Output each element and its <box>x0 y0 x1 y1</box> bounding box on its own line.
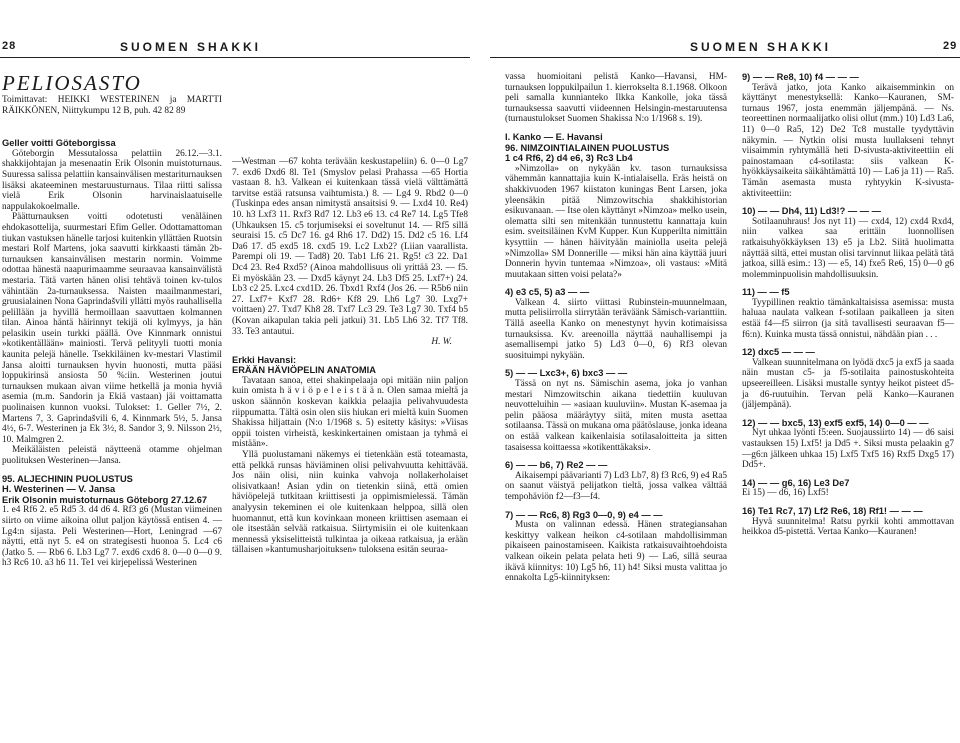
paragraph: Tyypillinen reaktio tämänkaltaisissa asemissa: musta haluaa naulata valkean f-sotilaan paikalleen ja siten estää f4—f5 siirron (ja sitä tavallisesti seuraavan f5—f6:n). Kuinka musta tässä onnistui, nähdään pian . . . <box>742 297 954 340</box>
spacer <box>742 340 954 347</box>
paragraph: H. W. <box>431 337 452 348</box>
paragraph: Sotilaanuhraus! Jos nyt 11) — cxd4, 12) cxd4 Rxd4, niin valkea saa erittäin luonnollisen ratkaisuhyökkäyksen 13) e5 ja Lb2. Siitä huolimatta näyttää siltä, ettei mustan olisi tarvinnut liikaa pelätä tätä jatkoa, sillä esim.: 13) — e5, 14) fxe5 Re6, 15) 0—0 g6 molemminpuolisin mahdollisuuksin. <box>742 216 954 280</box>
spacer <box>742 280 954 287</box>
page-number-left: 28 <box>2 40 17 52</box>
right-column-2 <box>742 72 954 538</box>
spacer <box>2 467 222 474</box>
column-heading: I. Kanko — E. Havansi <box>505 131 603 142</box>
spacer <box>505 503 727 510</box>
column-heading: Geller voitti Göteborgissa <box>2 138 116 149</box>
column-heading: H. Westerinen — V. Jansa <box>2 484 116 495</box>
header-rule-left <box>0 57 470 58</box>
paragraph: 1. e4 Rf6 2. e5 Rd5 3. d4 d6 4. Rf3 g6 (Mustan viimeinen siirto on viime aikoina ollut paljon käytössä entisen 4. — Lg4:n sijasta. Peli Westerinen—Hort, Leningrad —67 näytti, että nyt 5. e4 on strategisesti huonoa 5. Lc4 c6 (Jatko 5. — Rb6 6. Lb3 Lg7 7. exd6 cxd6 8. 0—0 0—0 9. h3 Rc6 10. a3 h6 11. Te1 vei kirjepelissä Westerinen <box>2 505 222 569</box>
paragraph: —Westman —67 kohta terävään keskustapeliin) 6. 0—0 Lg7 7. exd6 Dxd6 8l. Te1 (Smyslov pelasi Prahassa —65 Hortia vastaan 8. h3. Valkean ei kuitenkaan tässä vielä välttämättä tarvitse estää ratsunsa vaihtumista.) 8. — Lg4 9. Rbd2 0—0 (Tuskinpa edes ansan nimitystä ansaitsisi 9. — Lxd4 10. Re4) 10. h3 Lxf3 11. Rxf3 Rd7 12. Lb3 e6 13. c4 Re7 14. Lg5 Tfe8 (Uhkauksen 15. c5 torjumiseksi ei soveltunut 14. — Rf5 sillä seuraisi 15. c5 Dc7 16. g4 Rh6 17. Dd2) 15. Dd2 c5 16. Lf4 Da6 17. d5 exd5 18. cxd5 19. Lc2 Lxb2? (Liian vaarallista. Parempi oli 19. — Tad8) 20. Tab1 Lf6 21. Rg5! c3 22. Da1 Dc4 23. Re4 Rxd5? (Ainoa mahdollisuus oli yrittää 23. — f5. Ei myöskään 23. — Dxd5 käynyt 24. Lb3 Df5 25. Lxf7+) 24. Lb3 c2 25. Lxc4 cxd1D. 26. Tbxd1 Rxf4 (Jos 26. — R5b6 niin 27. Lxf7+ Kxf7 28. Rd6+ Kf8 29. Lh6 Lg7 30. Lxg7+ voittaen) 27. Txd7 Kh8 28. Txf7 Lc3 29. Te3 Lg7 30. Txf4 b5 (Kovan aikapulan takia peli jatkui) 31. Lb5 Lh6 32. Tf7 Tf8. 33. Te3 antautui. <box>232 157 468 337</box>
spacer <box>232 348 468 355</box>
paragraph: Yllä puolustamani näkemys ei tietenkään estä toteamasta, että pelkkä runsas häviäminen olisi pelivahvuutta kehittävää. Jos näin olisi, niin kuinka vahvoja nollakerholaiset olisivatkaan! Asian ydin on tietenkin siinä, että omien häviöpelejä tutkitaan kriittisesti ja oppimismielessä. Tämän analyysin tekeminen ei ole kuitenkaan helppoa, sillä olen huomannut, että kun kovinkaan moneen kriittisen asemaan ei ole itsestään selvää ratkaisua. Siirtymisiin ei ole kuitenkaan mennessä yksiselitteistä tulkintaa ja oikeaa ratkaisua, ja erään tällaisen »kantumusharjoituksen» tuloksena esitän seuraa- <box>232 450 468 556</box>
column-heading: 12) dxc5 — — — <box>742 347 815 358</box>
paragraph: Valkean 4. siirto viittasi Rubinstein-muunnelmaan, mutta pelisiirrolla siirrytään teräväänk Sämisch-varianttiin. Tällä aseella Kanko on menestynyt hyvin kotimaisissa turnauksissa. Kv. areenoilla näyttää nauhallisempi ja asemallisempi jatko 5) Ld3 0—0, 6) Rf3 olevan suosituimpi nykyään. <box>505 297 727 361</box>
spacer <box>742 471 954 478</box>
paragraph: vassa huomioitani pelistä Kanko—Havansi, HM-turnauksen loppukilpailun 1. kierrokselta 8.1.1968. Olkoon peli samalla kunnianteko Ilkka Kankolle, joka tässä turnauksessa saavutti viideennen Helsingin-mestaruutensa (turnaustulokset Suomen Shakissa N:o 1/1968 s. 19). <box>505 72 727 125</box>
spacer <box>505 453 727 460</box>
left-column-2 <box>232 157 468 556</box>
column-heading: 1 c4 Rf6, 2) d4 e6, 3) Rc3 Lb4 <box>505 153 633 164</box>
spacer <box>505 280 727 287</box>
paragraph: Meikäläisten peleistä näytteenä otamme ohjelman puolituksen Westerinen—Jansa. <box>2 445 222 466</box>
column-heading: Erik Olsonin muistoturnaus Göteborg 27.12.67 <box>2 494 208 505</box>
paragraph: Göteborgin Messutalossa pelattiin 26.12.—3.1. shakkijohtajan ja mesenaatin Erik Olsonin muistoturnaus. Suuressa salissa pelattiin kansainvälisen mestariturnauksen lisäksi akateeminen mestaruusturnaus. Tilaa riitti salissa vielä Erik Olsonin harvinaislaatuiselle nappulakokoelmalle. <box>2 148 222 212</box>
editors-line: Toimittavat: HEIKKI WESTERINEN ja MARTTI RÄIKKÖNEN, Niittykumpu 12 B, puh. 42 82 89 <box>2 95 222 116</box>
right-page <box>480 0 960 743</box>
column-heading: 16) Te1 Rc7, 17) Lf2 Re6, 18) Rf1! — — — <box>742 505 923 516</box>
spacer <box>505 125 727 132</box>
column-heading: 14) — — g6, 16) Le3 De7 <box>742 477 850 488</box>
section-title: PELIOSASTO <box>2 71 142 95</box>
paragraph: Hyvä suunnitelma! Ratsu pyrkii kohti ammottavan heikkoa d5-pistettä. Vertaa Kanko—Kauranen! <box>742 516 954 538</box>
spacer <box>742 411 954 418</box>
column-heading: 12) — — bxc5, 13) exf5 exf5, 14) 0—0 — — <box>742 417 929 428</box>
column-heading: ERÄÄN HÄVIÖPELIN ANATOMIA <box>232 365 376 376</box>
column-heading: 96. NIMZOINTIALAINEN PUOLUSTUS <box>505 142 670 153</box>
running-head-right: SUOMEN SHAKKI <box>690 40 832 54</box>
left-column-1 <box>2 138 222 569</box>
column-heading: 10) — — Dh4, 11) Ld3!? — — — <box>742 206 881 217</box>
paragraph: Tavataan sanoa, ettei shakinpelaaja opi mitään niin paljon kuin omista h ä v i ö p e l e i s t ä ä n. Olen samaa mieltä ja uskon säännön koskevan kaikkia pelaajia pelivahvuudesta riippumatta. Tältä osin olen siis hiukan eri mieltä kuin Suomen Shakissa hiljattain (N:o 1/1968 s. 5) esitetty käsitys: »Viisas oppii toisten virheistä, keskinkertainen omistaan ja tyhmä ei mistään». <box>232 375 468 450</box>
column-heading: 6) — — b6, 7) Re2 — — <box>505 460 608 471</box>
spacer <box>742 499 954 506</box>
paragraph: Aikaisempi päävarianti 7) Ld3 Lb7, 8) f3 Rc6, 9) e4 Ra5 on saanut väistyä pelijatkon tieltä, jossa valkea välttää tempohäviön f2—f3—f4. <box>505 470 727 502</box>
spacer <box>742 199 954 206</box>
column-heading: Erkki Havansi: <box>232 354 297 365</box>
paragraph: Päätturnauksen voitti odotetusti venäläinen ehdokasottelija, suurmestari Efim Geller. Odottamattoman tiukan vastuksen hänelle tarjosi kuitenkin yllättäen Ruotsin mestari Rolf Martens, joka saavutti kirkkaasti tämän 2b-turnauksen kansainvälisen mestarin normin. Voimme odottaa hänestä naapurimaamme seuraavaa kansainvälistä mestaria. Tätä varten hänen olisi tehtävä toinen kv-tulos vähintään 2a-turnauksessa. Naisten maailmanmestari, gruusialainen Nona Gaprindašvili yllätti myös rauhallisella pelillään ja hyvillä hermoillaan saavuttaen kolmannen tilan. Ainoa häntä häirinnyt tekijä oli kylmyys, ja hän pelasikin usein turkki päällä. Ove Kinnmark onnistui »kotikentällään» mainiosti. Tervä pelityyli tuotti monia kaunita pelejä hänelle. Tsekkiläinen kv-mestari Vlastimil Jansa aloitti turnauksen hyvin huonosti, mutta pääsi loppukirinsä ansiosta 50 %:iin. Westerinen joutui turnauksen mukaan aivan viime hetkellä ja monia hyviä asemia (m.m. Sandorin ja Ekiä vastaan) jäi voittamatta puolinaisen kunnon vuoksi. Tulokset: 1. Geller 7½, 2. Martens 7, 3. Gaprindašvili 6, 4. Kinnmark 5½, 5. Jansa 4½, 6-7. Westerinen ja Ek 3½, 8. Sandor 3, 9. Nilsson 2½, 10. Malmgren 2. <box>2 212 222 445</box>
column-heading: 5) — — Lxc3+, 6) bxc3 — — <box>505 368 628 379</box>
column-heading: 4) e3 c5, 5) a3 — — <box>505 287 590 298</box>
paragraph: Musta on valinnan edessä. Hänen strategiansahan keskittyy valkean heikon c4-sotilaan mahdollisimman pikaiseen painostamiseen. Kaikista ratkaisuvaihtoehdoista valkean oikein pelata pelata heti 9) — La6, sillä seuraa ikävä kiinnitys: 10) Lg5 h6, 11) h4! Siksi musta valittaa jo ennakolta Lg5-kiinnityksen: <box>505 520 727 584</box>
column-heading: 9) — — Re8, 10) f4 — — — <box>742 72 859 82</box>
paragraph: Ei 15) — d6, 16) Lxf5! <box>742 488 829 499</box>
header-rule-right <box>490 57 960 58</box>
section-title-block <box>2 72 222 569</box>
right-column-1 <box>505 72 727 584</box>
paragraph: Nyt uhkaa lyönti f5:een. Suojaussiirto 14) — d6 saisi vastauksen 15) Lxf5! ja Dd5 +. Siksi musta pelaakin g7—g6:n jälkeen uhkaa 15) Lxf5 Txf5 16) Rxf5 Dxg5 17) Dd5+. <box>742 428 954 471</box>
paragraph: Valkean suunnitelmana on lyödä dxc5 ja exf5 ja saada näin mustan c5- ja f5-sotilaita painostuskohteita upseereilleen. Lisäksi mustalle syntyy heikot pisteet d5- ja d6-ruutuihin. Tervan pelä Kanko—Kauranen (jäljempänä). <box>742 357 954 411</box>
page-number-right: 29 <box>943 40 958 52</box>
paragraph: Tässä on nyt ns. Sämischin asema, joka jo vanhan mestari Nimzowitschin aikana tiedettiin kuuluvan neuvotteluihin — »asiaan kuuluviin». Mustan K-asemaa ja pelin pääosa määräytyy siitä, miten musta asettaa sotilaansa. Tässä on mukana oma päätöslause, jonka ideana on estää valkean kaikenlaisia sotilasaloitteita ja sitten tasaisessa koittaessa »kotikenttäkaksi». <box>505 379 727 453</box>
column-heading: 7) — — Rc6, 8) Rg3 0—0, 9) e4 — — <box>505 509 663 520</box>
column-heading: 11) — — f5 <box>742 287 790 298</box>
paragraph: »Nimzolla» on nykyään kv. tason turnauksissa vähemmän kannattajia kuin K-intialaisella. Eräs heistä on shakkivuoden 1967 kiistaton kuningas Bent Larsen, joka yleensäkin pitää Nimzowitschia shakkihistorian esikuvanaan. — Itse olen käyttänyt »Nimzoa» melko usein, olematta silti sen mitenkään tunnustettu kannattaja kuin esim. sveitsiläinen KvM Kupper. Kun Kupperilta nimittäin kysyttiin — hänen häivityään mainiolla useita pelejä »Nimzolla» SM Donnerille — miksi hän aina käyttää juuri Donnerin hyvin tuntemaa »Nimzoa», oli vastaus: »Mitä muutakaan sitten voisi pelata?» <box>505 163 727 280</box>
running-head-left: SUOMEN SHAKKI <box>120 40 262 54</box>
spacer <box>505 361 727 368</box>
paragraph: Terävä jatko, jota Kanko aikaisemminkin on käyttänyt menestyksellä: Kanko—Kauranen, SM-turnaus 1967, josta enemmän jäljempänä. — Ns. teoreettinen normaalijatko olisi ollut (mm.) 10) Ld3 La6, 11) 0—0 Ra5, 12) De2 Tc8 mustalle tyydyttävin näkymin. — Nytkin olisi musta luullakseni tehnyt viisaimmin ryhtymällä heti D-sivusta-aktiviteettiin eli painostamaan c4-sotilasta: siis valkean K-hyökkäysaikeita säikähtämättä 10) — La6 ja 11) — Ra5. Tämän asemasta musta ryhtyykin K-sivusta-aktiviteettiin: <box>742 82 954 199</box>
column-heading: 95. ALJECHININ PUOLUSTUS <box>2 473 133 484</box>
